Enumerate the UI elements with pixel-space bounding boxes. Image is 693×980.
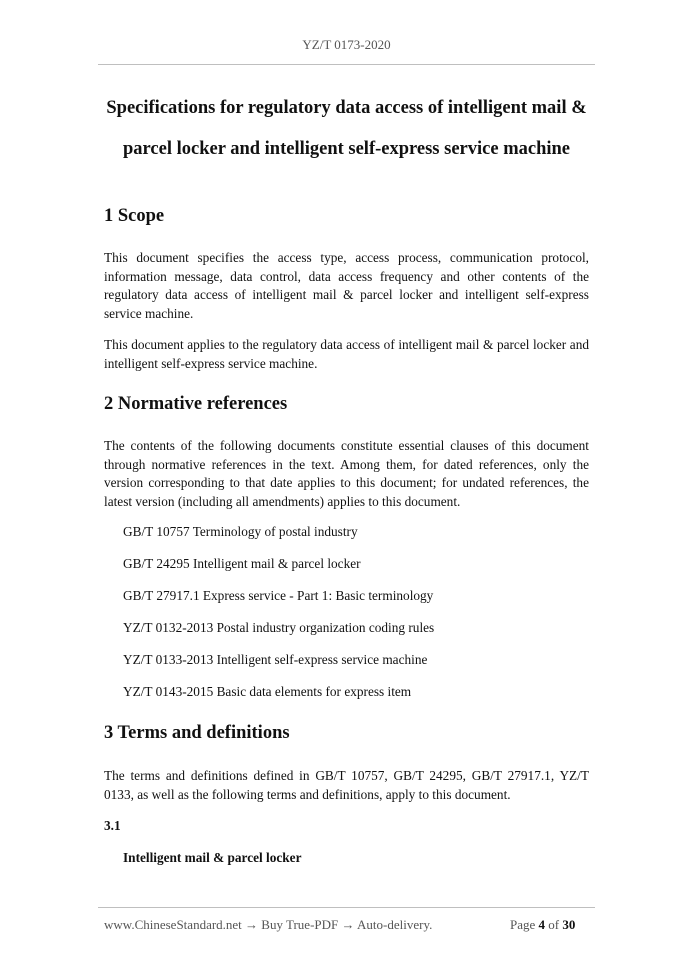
- scope-paragraph-1: This document specifies the access type, access process, communication protocol, information message, data control, data access frequency and other contents of the regulatory data access of intelligent mail & parcel locker and intelligent self-express service machine.: [104, 250, 589, 321]
- page-indicator: [510, 917, 575, 933]
- page-number: 4: [538, 917, 546, 932]
- terms-heading: 3 Terms and definitions: [104, 723, 290, 743]
- term-title: Intelligent mail & parcel locker: [123, 850, 302, 865]
- page-total: 30: [562, 917, 576, 932]
- normative-references-heading: 2 Normative references: [104, 394, 288, 414]
- buy-true-pdf-text: Buy True-PDF: [261, 917, 339, 932]
- reference-item: GB/T 24295 Intelligent mail & parcel locker: [123, 556, 361, 571]
- of-label: of: [548, 917, 560, 932]
- reference-item: YZ/T 0143-2015 Basic data elements for express item: [123, 684, 412, 699]
- arrow-icon: →: [245, 917, 259, 932]
- footer-promo: [104, 917, 432, 933]
- running-header: YZ/T 0173-2020: [302, 37, 391, 52]
- scope-heading: 1 Scope: [104, 206, 165, 226]
- page-label: Page: [510, 917, 536, 932]
- title-line-2: parcel locker and intelligent self-express service machine: [122, 139, 570, 159]
- normative-references-paragraph: The contents of the following documents constitute essential clauses of this document through normative references in the text. Among them, for dated references, only the version corresponding to that date applies to this document; for undated references, the latest version (including all amendments) applies to this document.: [104, 438, 589, 509]
- scope-paragraph-2: This document applies to the regulatory data access of intelligent mail & parcel locker and intelligent self-express service machine.: [104, 337, 589, 371]
- terms-paragraph: The terms and definitions defined in GB/T 10757, GB/T 24295, GB/T 27917.1, YZ/T 0133, as well as the following terms and definitions, apply to this document.: [104, 768, 589, 802]
- footer-divider: [98, 907, 595, 908]
- arrow-icon: →: [341, 917, 355, 932]
- reference-item: YZ/T 0133-2013 Intelligent self-express service machine: [123, 652, 428, 667]
- site-link[interactable]: www.ChineseStandard.net: [104, 917, 242, 932]
- header-divider: [98, 64, 595, 65]
- title-line-1: Specifications for regulatory data access of intelligent mail &: [106, 98, 587, 118]
- auto-delivery-text: Auto-delivery.: [357, 917, 433, 932]
- reference-item: YZ/T 0132-2013 Postal industry organization coding rules: [123, 620, 435, 635]
- document-title: [100, 88, 593, 170]
- reference-item: GB/T 27917.1 Express service - Part 1: Basic terminology: [123, 588, 434, 603]
- reference-item: GB/T 10757 Terminology of postal industry: [123, 524, 358, 539]
- clause-number: 3.1: [104, 818, 121, 833]
